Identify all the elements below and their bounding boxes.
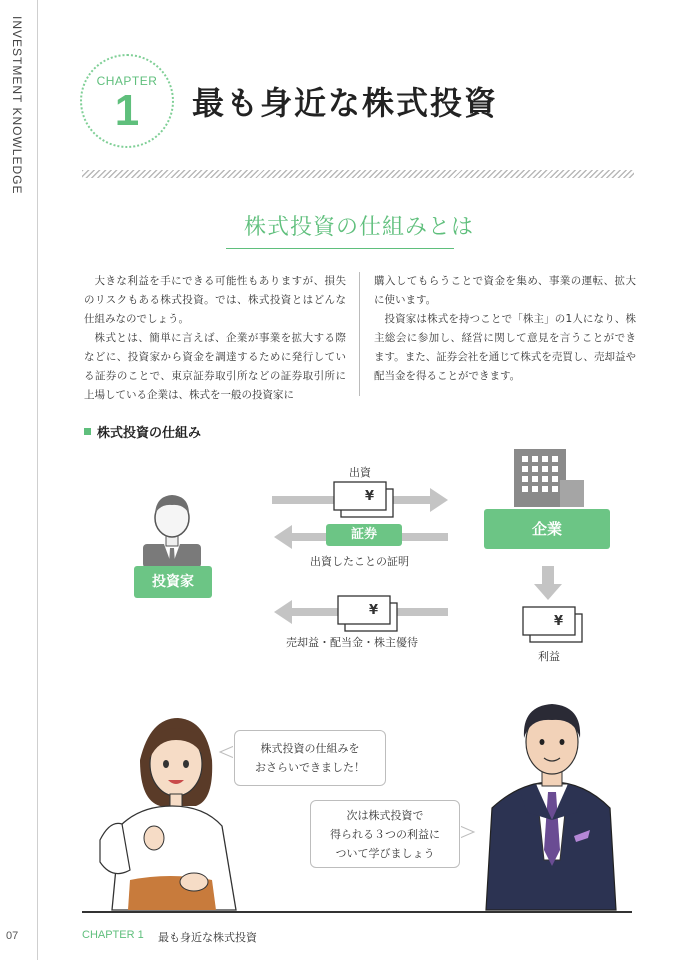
- investment-label: 出資: [349, 466, 371, 479]
- chapter-title: 最も身近な株式投資: [192, 84, 499, 122]
- body-paragraph: 株式とは、簡単に言えば、企業が事業を拡大する際などに、投資家から資金を調達するために発行している証券のことで、東京証券取引所などの証券取引所に上場している企業は、株式を一般の投資家に: [84, 332, 346, 401]
- side-title: INVESTMENT KNOWLEDGE: [10, 16, 24, 195]
- woman-speech-bubble: [234, 730, 386, 786]
- woman-illustration: [100, 718, 236, 910]
- money-bill-icon: [334, 482, 393, 517]
- bubble-line: 次は株式投資で: [346, 809, 424, 822]
- bubble-line: おさらいできました！: [255, 761, 365, 774]
- certificate-tag: 証券: [326, 524, 402, 546]
- returns-label: 売却益・配当金・株主優待: [286, 636, 418, 649]
- yen-icon: ¥: [365, 489, 375, 504]
- man-speech-bubble: [310, 800, 460, 868]
- section-title: 株式投資の仕組みとは: [243, 215, 474, 240]
- chapter-label: CHAPTER: [96, 74, 158, 88]
- yen-icon: ¥: [369, 603, 379, 618]
- diagram-heading-text: 株式投資の仕組み: [97, 426, 202, 441]
- money-bill-icon: [338, 596, 397, 631]
- investor-tag: 投資家: [134, 566, 212, 598]
- profit-label: 利益: [538, 650, 560, 663]
- investor-person-icon: [143, 495, 201, 568]
- body-paragraph: 投資家は株式を持つことで「株主」の1人になり、株主総会に参加し、経営に関して意見を言うことができます。また、証券会社を通じて株式を売買し、売却益や配当金を得ることができます。: [374, 313, 636, 382]
- company-tag: 企業: [484, 509, 610, 549]
- certificate-caption: 出資したことの証明: [310, 555, 409, 568]
- bubble-line: 得られる３つの利益に: [330, 828, 440, 841]
- footer-title: 最も身近な株式投資: [158, 931, 257, 944]
- money-bill-icon: [523, 607, 582, 642]
- footer-rule: [82, 911, 632, 913]
- body-paragraph: 大きな利益を手にできる可能性もありますが、損失のリスクもある株式投資。では、株式投資とはどんな仕組みなのでしょう。: [84, 275, 346, 325]
- bubble-line: 株式投資の仕組みを: [260, 742, 360, 755]
- bubble-tail: [460, 826, 474, 838]
- arrow-down-icon: [534, 566, 562, 600]
- yen-icon: ¥: [554, 614, 564, 629]
- page-number: 07: [6, 930, 19, 942]
- bubble-line: ついて学びましょう: [335, 847, 435, 860]
- body-paragraph: 購入してもらうことで資金を集め、事業の運転、拡大に使います。: [374, 275, 636, 306]
- company-building-icon: [514, 449, 584, 507]
- footer-chapter: CHAPTER 1: [82, 929, 144, 941]
- bubble-tail: [220, 746, 234, 758]
- chapter-number: 1: [114, 86, 140, 135]
- man-illustration: [486, 704, 616, 910]
